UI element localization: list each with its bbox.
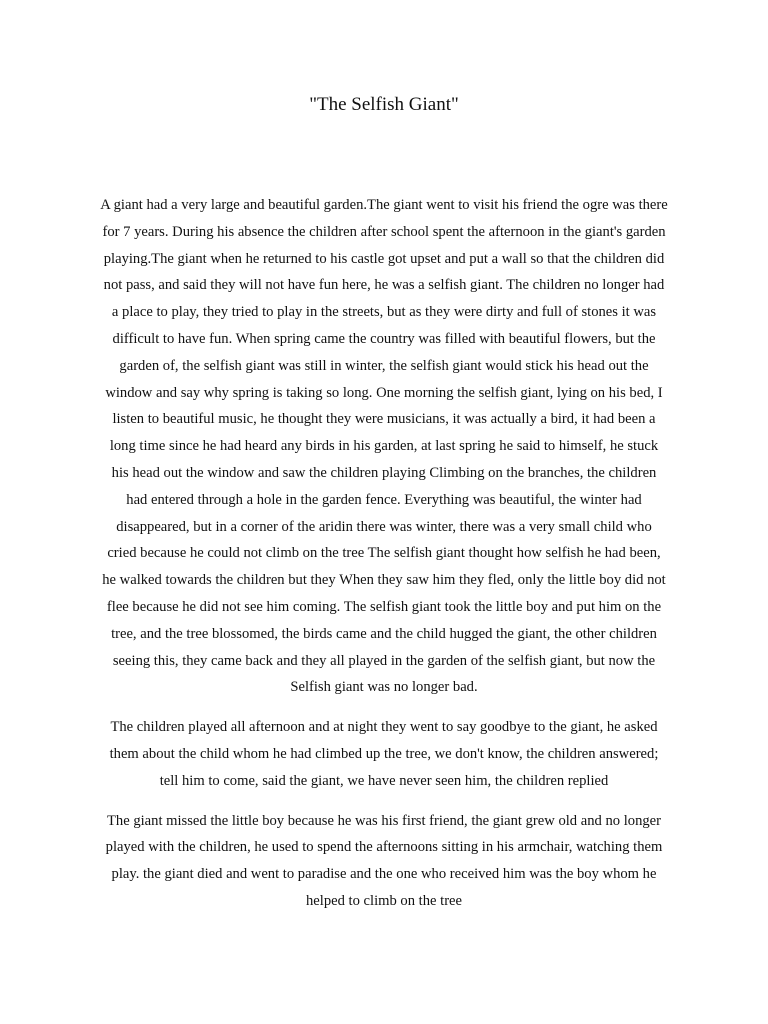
paragraph-3: The giant missed the little boy because he was his first friend, the giant grew old and no longer played with the children, he used to spend the afternoons sitting in his armchair, watching them play. the giant died and went to paradise and the one who received him was the boy whom he helped to climb on the tree: [105, 812, 663, 909]
document-body: [100, 192, 668, 928]
paragraph-1: A giant had a very large and beautiful garden.The giant went to visit his friend the ogre was there for 7 years. During his absence the children after school spent the afternoon in the giant's garden playing.The giant when he returned to his castle got upset and put a wall so that the children did not pass, and said they will not have fun here, he was a selfish giant. The children no longer had a place to play, they tried to play in the streets, but as they were dirty and full of stones it was difficult to have fun. When spring came the country was filled with beautiful flowers, but the garden of, the selfish giant was still in winter, the selfish giant would stick his head out the window and say why spring is taking so long. One morning the selfish giant, lying on his bed, I listen to beautiful music, he thought they were musicians, it was actually a bird, it had been a long time since he had heard any birds in his garden, at last spring he said to himself, he stuck his head out the window and saw the children playing Climbing on the branches, the children had entered through a hole in the garden fence. Everything was beautiful, the winter had disappeared, but in a corner of the aridin there was winter, there was a very small child who cried because he could not climb on the tree The selfish giant thought how selfish he had been, he walked towards the children but they When they saw him they fled, only the little boy did not flee because he did not see him coming. The selfish giant took the little boy and put him on the tree, and the tree blossomed, the birds came and the child hugged the giant, the other children seeing this, they came back and they all played in the garden of the selfish giant, but now the Selfish giant was no longer bad.: [100, 197, 668, 696]
paragraph-2: The children played all afternoon and at night they went to say goodbye to the giant, he asked them about the child whom he had climbed up the tree, we don't know, the children answered; tell him to come, said the giant, we have never seen him, the children replied: [109, 719, 659, 789]
document-title: "The Selfish Giant": [309, 94, 459, 115]
